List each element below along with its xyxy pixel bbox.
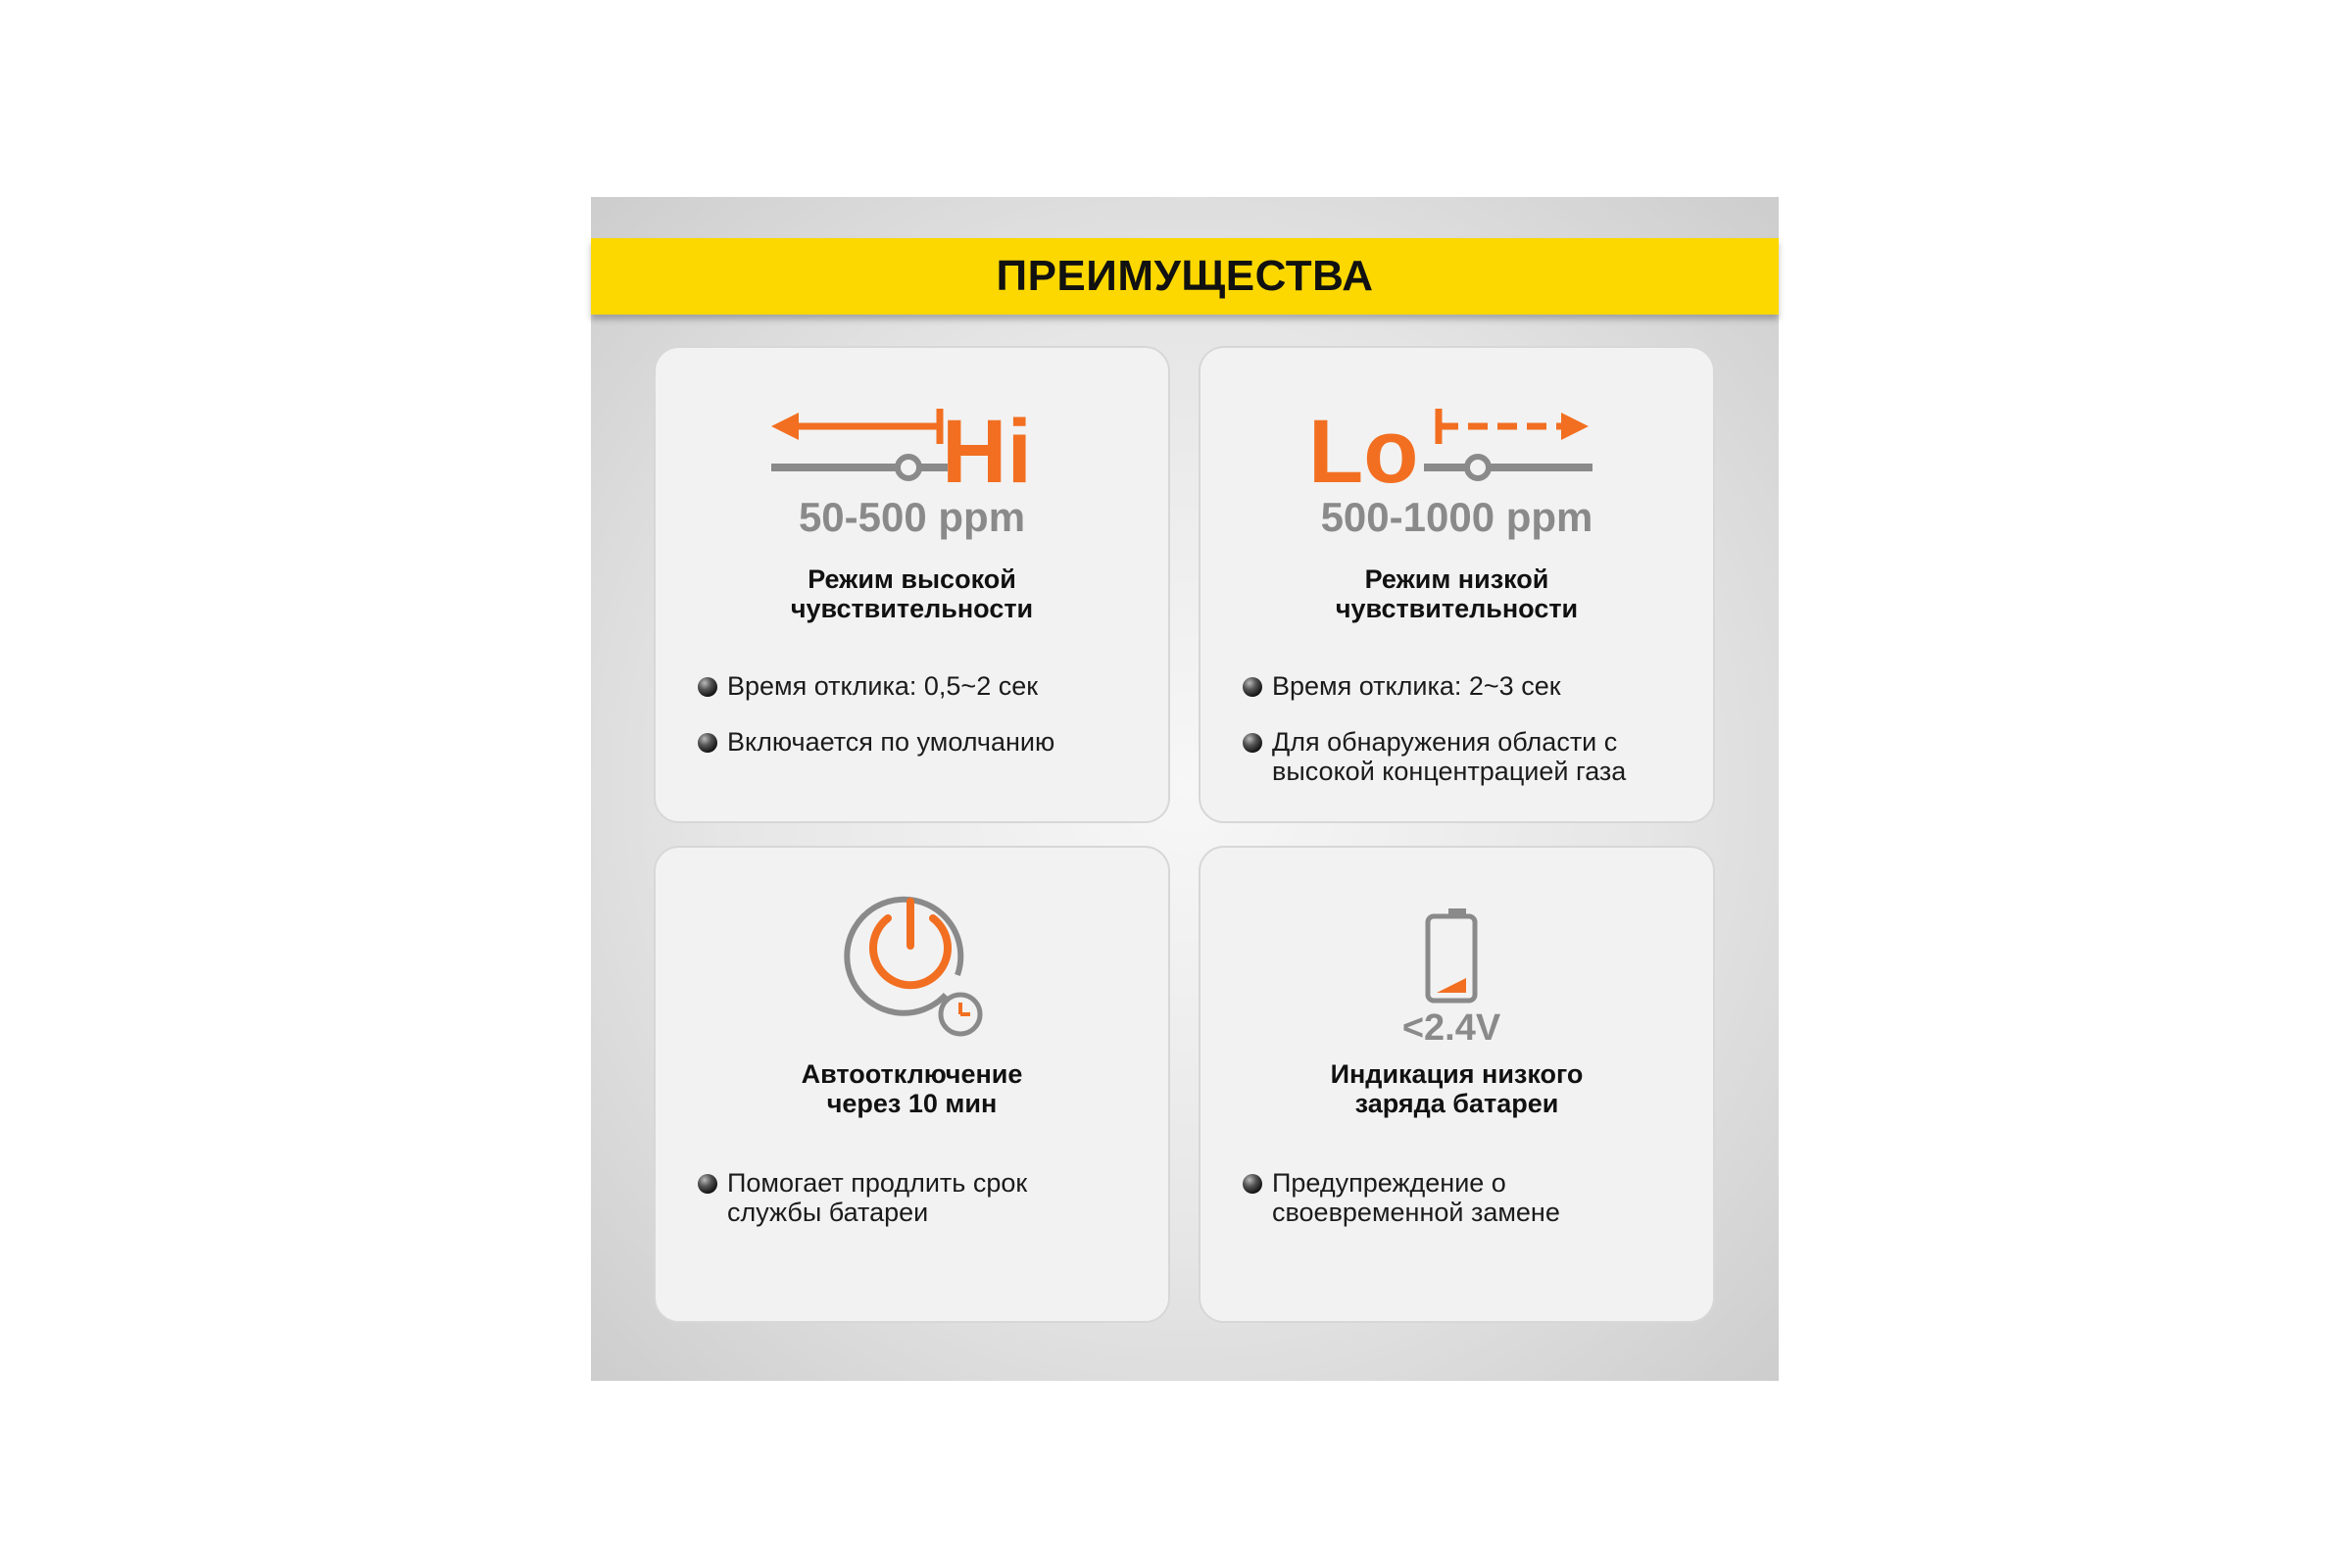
card-title: Автоотключение через 10 мин bbox=[801, 1059, 1023, 1118]
list-item: Помогает продлить срок службы батареи bbox=[698, 1168, 1027, 1227]
low-battery-icon bbox=[1200, 848, 1717, 1044]
list-item: Предупреждение о своевременной замене bbox=[1243, 1168, 1560, 1227]
card-title: Индикация низкого заряда батареи bbox=[1330, 1059, 1584, 1118]
advantages-panel bbox=[591, 197, 1779, 1381]
card-low-sensitivity bbox=[1199, 346, 1715, 823]
card-title: Режим высокой чувствительности bbox=[790, 564, 1034, 623]
bullet-list bbox=[1243, 671, 1626, 812]
voltage-label: <2.4V bbox=[1401, 1007, 1501, 1044]
power-timer-icon bbox=[656, 848, 1172, 1044]
card-high-sensitivity bbox=[654, 346, 1170, 823]
title-banner bbox=[591, 238, 1779, 315]
lo-label: Lo bbox=[1308, 402, 1419, 495]
card-title: Режим низкой чувствительности bbox=[1335, 564, 1579, 623]
bullet-list bbox=[1243, 1168, 1560, 1253]
list-item: Включается по умолчанию bbox=[698, 727, 1054, 757]
range-value: 50-500 ppm bbox=[798, 494, 1026, 540]
hi-label: Hi bbox=[942, 402, 1032, 495]
list-item: Время отклика: 0,5~2 сек bbox=[698, 671, 1054, 701]
page-title: ПРЕИМУЩЕСТВА bbox=[996, 252, 1374, 300]
list-item: Для обнаружения области с высокой концентрацией газа bbox=[1243, 727, 1626, 786]
list-item: Время отклика: 2~3 сек bbox=[1243, 671, 1626, 701]
bullet-list bbox=[698, 1168, 1027, 1253]
hi-sensitivity-icon bbox=[656, 348, 1172, 495]
card-low-battery bbox=[1199, 846, 1715, 1323]
range-value: 500-1000 ppm bbox=[1320, 494, 1593, 540]
card-auto-power-off bbox=[654, 846, 1170, 1323]
lo-sensitivity-icon bbox=[1200, 348, 1717, 495]
bullet-list bbox=[698, 671, 1054, 783]
